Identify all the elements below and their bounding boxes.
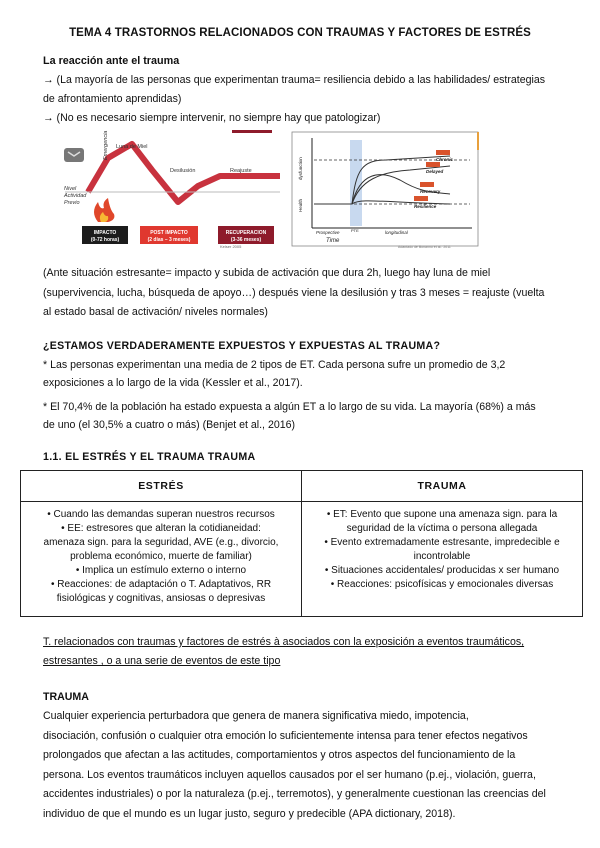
section-heading-trauma: TRAUMA [43,691,89,703]
svg-text:(3-36 meses): (3-36 meses) [230,237,262,243]
svg-text:RECUPERACION: RECUPERACION [225,230,267,236]
section-heading-reaction: La reacción ante el trauma [43,55,180,67]
text-line: accidentes industriales) o por la naturaleza (p.ej., terremotos), y generalmente cuestionan las creencias del [43,788,546,800]
svg-text:(0-72 horas): (0-72 horas) [90,237,120,243]
page-title: TEMA 4 TRASTORNOS RELACIONADOS CON TRAUMAS Y FACTORES DE ESTRÉS [69,27,531,39]
text-line: exposiciones a lo largo de la vida (Kessler et al., 2017). [43,377,303,389]
fire-icon [94,198,114,222]
decor-bar [232,130,272,133]
table-cell-trauma [302,502,583,617]
label-delayed: Delayed [426,169,444,174]
trajectories-figure [290,130,480,248]
table-line: seguridad de la víctima o persona allegada [346,523,538,534]
text-line: * El 70,4% de la población ha estado expuesta a algún ET a lo largo de su vida. La mayoría (68%) a más [43,401,536,413]
label-luna-de-miel: Luna de Miel [116,144,148,150]
table-line: • Evento extremadamente estresante, impredecible e [324,537,560,548]
label-recovery: Recovery [420,189,441,194]
x-label-longitudinal: longitudinal [385,230,408,235]
table-header-trauma: TRAUMA [302,471,583,502]
table-line: • Reacciones: psicofísicas y emocionales diversas [330,579,554,590]
table-line: • Situaciones accidentales/ producidas x ser humano [324,565,560,576]
table-line: problema económico, muerte de familiar) [70,551,252,562]
text-line: Cualquier experiencia perturbadora que genera de manera significativa miedo, impotencia, [43,710,469,722]
table-line: • Cuando las demandas superan nuestros recursos [47,509,275,520]
section-heading-exposure: ¿ESTAMOS VERDADERAMENTE EXPUESTOS Y EXPUESTAS AL TRAUMA? [43,340,441,352]
text-line: disociación, confusión o cualquier otra emoción lo suficientemente intensa para tener efectos negativos [43,730,528,742]
table-line: incontrolable [413,551,471,562]
label-reajuste: Reajuste [230,168,252,174]
text-line: → (La mayoría de las personas que experimentan trauma= resiliencia debido a las habilidades/ estrategias [43,74,546,86]
table-line: • ET: Evento que supone una amenaza sign. para la [326,509,558,520]
table-header-estres: ESTRÉS [21,471,302,502]
svg-text:IMPACTO: IMPACTO [93,230,117,236]
label-previo: Previo [64,200,80,206]
phase-box-post-impacto [140,226,198,244]
underlined-line: T. relacionados con traumas y factores de estrés à asociados con la exposición a eventos traumáticos, [43,636,525,648]
phase-box-recuperacion [218,226,274,244]
text-line: * Las personas experimentan una media de 2 tipos de ET. Cada persona sufre un promedio de 3,2 [43,359,506,371]
text-line: al estado basal de activación/ niveles normales) [43,306,268,318]
x-label-prospective: Prospective [316,230,340,235]
text-line: de afrontamiento aprendidas) [43,93,182,105]
svg-text:POST IMPACTO: POST IMPACTO [150,230,188,236]
comparison-table [20,470,583,617]
y-label-dysfunction: dysfunction [298,157,303,180]
underlined-line: estresantes , o a una serie de eventos de este tipo [43,655,281,667]
figure-caption: Adaptado de Bonanno et al., 2011 [398,245,451,248]
table-cell-estres [21,502,302,617]
text-line: prolongados que afectan a las actitudes, comportamientos y otros aspectos del funcionamiento de la [43,749,516,761]
table-line: • Implica un estímulo externo o interno [75,565,247,576]
text-line: (supervivencia, lucha, búsqueda de apoyo…) después viene la desilusión y tras 3 meses = reajuste (vuelta [43,287,545,299]
table-line: • Reacciones: de adaptación o T. Adaptativos, RR [50,579,272,590]
text-line: persona. Los eventos traumáticos incluyen aquellos causados por el ser humano (p.ej., violación, guerra, [43,769,536,781]
svg-text:(2 días – 3 meses): (2 días – 3 meses) [147,237,191,243]
figure-frame [292,132,478,246]
text-line: (Ante situación estresante= impacto y subida de activación que dura 2h, luego hay luna de miel [43,267,491,279]
label-chronic: Chronic [436,157,454,162]
text-line: → (No es necesario siempre intervenir, no siempre hay que patologizar) [43,112,381,124]
text-line: de uno (el 30,5% a cuatro o más) (Benjet et al., 2016) [43,419,296,431]
text-line: individuo de que el mundo es un lugar justo, seguro y predecible (APA dictionary, 2018). [43,808,456,820]
x-title-time: Time [326,238,340,244]
reaction-phases-figure [60,130,285,248]
label-emergencia: Emergencia [103,130,109,160]
figure-source: Kelser 2005 [220,244,242,248]
label-pte: PTE [351,228,359,233]
y-label-health: Health [298,198,303,212]
table-line: fisiológicas y cognitivas, ansiosas o depresivas [56,593,266,604]
label-actividad: Actividad [64,193,87,199]
hands-icon [64,148,84,162]
table-line: • EE: estresores que alteran la cotidianeidad: [61,523,261,534]
label-resilience: Resilience [414,204,437,209]
label-nivel: Nivel [64,186,77,192]
label-desilusion: Desilusión [170,168,196,174]
table-line: amenaza sign. para la seguridad, AVE (e.g., divorcio, [43,537,279,548]
phase-box-impacto [82,226,128,244]
section-heading-stress-trauma: 1.1. EL ESTRÉS Y EL TRAUMA TRAUMA [43,451,256,463]
